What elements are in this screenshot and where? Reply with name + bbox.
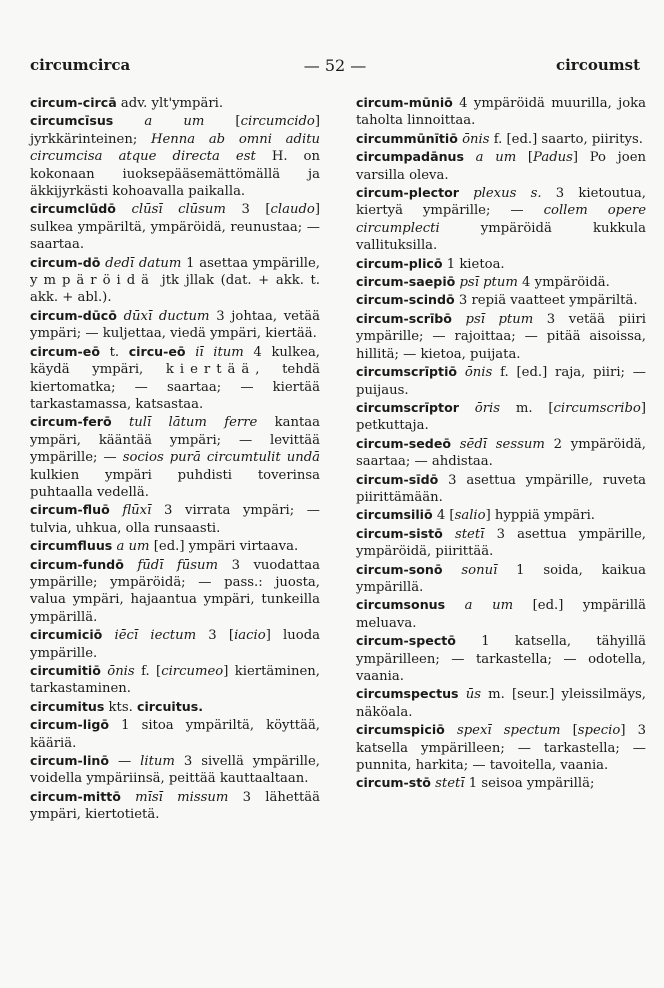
page-header <box>30 56 640 80</box>
definition-text: 3 lähettää ympäri, kiertotietä. <box>30 789 320 823</box>
headword: circumclūdō <box>30 201 116 217</box>
definition-text: ympäröidä <box>30 273 156 289</box>
grammar-form: clūsī clūsum <box>115 202 226 218</box>
grammar-form: stetī <box>430 776 465 792</box>
headword: circumscrīptiō <box>356 364 458 380</box>
headword: circumscrīptor <box>356 399 459 415</box>
definition-text: 3 [ <box>225 202 271 218</box>
grammar-form: plexus s. <box>459 186 542 202</box>
grammar-form: dedī datum <box>100 255 182 271</box>
dictionary-entry <box>30 343 320 414</box>
grammar-form: ōris <box>458 400 500 416</box>
dictionary-entry <box>30 94 320 112</box>
dictionary-entry <box>356 255 646 273</box>
headword: circum-stō <box>356 775 431 791</box>
headword: circum-dūcō <box>30 307 117 323</box>
definition-text: 3 repiä vaatteet ympäriltä. <box>454 293 638 309</box>
dictionary-entry <box>356 685 646 721</box>
dictionary-entry <box>30 254 320 307</box>
dictionary-entry <box>356 632 646 685</box>
definition-text: 3 sivellä ympärille, voidella ympäriinsä, peittää kauttaaltaan. <box>30 754 321 787</box>
definition-text: m. [seur.] yleissilmäys, näköala. <box>356 687 646 720</box>
header-right-guideword: circoumst <box>555 56 640 74</box>
headword: circumitiō <box>30 663 101 678</box>
definition-text: kts. <box>104 699 137 715</box>
headword: circum-fundō <box>30 556 124 572</box>
definition-text: ] hyppiä ympäri. <box>485 508 596 524</box>
dictionary-entry <box>356 130 646 148</box>
dictionary-entry <box>356 596 646 632</box>
definition-text: [ <box>204 114 241 130</box>
definition-text: 3 johtaa, vetää ympäri; — kuljettaa, viedä ympäri, kiertää. <box>30 308 321 342</box>
definition-text: 1 kietoa. <box>442 256 505 272</box>
headword: circumcīsus <box>30 113 114 129</box>
header-left-guideword: circumcirca <box>30 56 131 74</box>
grammar-form: fūdī fūsum <box>123 557 219 573</box>
grammar-form: specio <box>577 723 621 739</box>
definition-text: ympäröidä kukkula vallituksilla. <box>356 220 646 254</box>
grammar-form: ūs <box>458 687 481 703</box>
grammar-form: mīsī missum <box>120 789 229 805</box>
headword: circumsiliō <box>356 507 433 523</box>
headword: circum-dō <box>30 254 101 270</box>
definition-text: f. [ed.] raja, piiri; — puijaus. <box>356 365 646 398</box>
definition-text: kantaa ympäri, kääntää ympäri; — levittää ympärille; — <box>30 415 320 466</box>
definition-text: 2 ympäröidä, saartaa; — ahdistaa. <box>356 436 646 470</box>
definition-text: ] jyrkkärinteinen; <box>30 114 320 147</box>
definition-text: f. [ed.] saarto, piiritys. <box>489 131 643 147</box>
definition-text: [ <box>560 723 578 739</box>
definition-text: ] Po joen varsilla oleva. <box>356 150 646 183</box>
dictionary-entry <box>30 662 320 698</box>
grammar-form: a um <box>112 539 150 555</box>
definition-text: H. on kokonaan iuoksepääsemättömällä ja äkkijyrkästi kohoavalla paikalla. <box>30 149 320 200</box>
definition-text: t. <box>99 344 129 360</box>
headword: circum-plicō <box>356 255 443 271</box>
headword: circu-eō <box>128 343 186 359</box>
definition-text: 1 sitoa ympäriltä, köyttää, kääriä. <box>30 718 320 751</box>
definition-text: 4 ympäröidä. <box>517 275 610 291</box>
grammar-form: ōnis <box>457 131 490 147</box>
grammar-form: — litum <box>109 754 175 770</box>
headword: circum-sonō <box>356 561 443 577</box>
grammar-form: a um <box>464 150 517 166</box>
dictionary-entry <box>30 501 320 537</box>
headword: circum-fluō <box>30 502 110 518</box>
definition-text: 4 ympäröidä muurilla, joka taholta linnoittaa. <box>356 96 646 129</box>
dictionary-entry <box>30 307 320 343</box>
grammar-form: a um <box>113 114 205 130</box>
dictionary-entry <box>30 413 320 501</box>
dictionary-entry <box>30 200 320 253</box>
grammar-form: psī ptum <box>455 275 518 291</box>
dictionary-entry <box>356 148 646 184</box>
dictionary-entry <box>30 788 320 824</box>
definition-text: adv. ylt'ympäri. <box>116 96 224 111</box>
right-column <box>356 94 646 793</box>
grammar-form: collem opere circumplecti <box>356 203 647 236</box>
grammar-form: salio <box>454 508 486 524</box>
dictionary-entry <box>356 273 646 291</box>
definition-text: 1 asettaa ympärille, <box>181 255 320 271</box>
grammar-form: dūxī ductum <box>116 308 210 324</box>
dictionary-entry <box>356 561 646 597</box>
headword: circum-eō <box>30 343 100 359</box>
grammar-form: psī ptum <box>451 311 534 327</box>
definition-text: ] 3 katsella ympärilleen; — tarkastella; — punnita, harkita; — tavoitella, vaania. <box>356 723 647 774</box>
grammar-form: sonuī <box>442 562 498 578</box>
headword: circummūnītiō <box>356 130 458 146</box>
grammar-form: iī itum <box>185 344 244 360</box>
headword: circumfluus <box>30 538 113 554</box>
dictionary-entry <box>356 363 646 399</box>
headword: circum-scindō <box>356 292 455 308</box>
definition-text: m. [ <box>500 400 554 416</box>
definition-text: f. [ <box>134 664 162 679</box>
grammar-form: circumeo <box>161 664 224 679</box>
grammar-form: a um <box>445 598 514 614</box>
definition-text: 1 soida, kaikua ympärillä. <box>356 562 646 595</box>
dictionary-entry <box>356 471 646 507</box>
dictionary-entry <box>356 94 646 130</box>
grammar-form: spexī spectum <box>444 723 561 739</box>
grammar-form: sēdī sessum <box>451 436 545 452</box>
headword: circumiciō <box>30 627 103 643</box>
headword: circumspectus <box>356 686 459 702</box>
dictionary-entry <box>356 774 646 792</box>
headword: circumsonus <box>356 597 446 613</box>
dictionary-entry <box>356 310 646 363</box>
definition-text: 3 asettua ympärille, ympäröidä, piirittää. <box>356 526 646 560</box>
definition-text: [ed.] ympärillä meluava. <box>356 598 646 631</box>
definition-text: , tehdä kiertomatka; — saartaa; — kiertää tarkastamassa, katsastaa. <box>30 362 320 412</box>
dictionary-entry <box>30 626 320 662</box>
grammar-form: Henna ab omni aditu circumcisa atque directa est <box>30 131 320 165</box>
headword: circum-mittō <box>30 788 121 804</box>
headword: circum-plector <box>356 185 459 201</box>
definition-text: kulkien ympäri puhdisti toverinsa puhtaalla vedellä. <box>30 467 320 500</box>
grammar-form: tulī lātum ferre <box>111 415 258 431</box>
dictionary-entry <box>356 435 646 471</box>
dictionary-entry <box>30 537 320 555</box>
dictionary-entry <box>30 752 320 788</box>
grammar-form: Padus <box>533 150 573 166</box>
definition-text: [ed.] ympäri virtaava. <box>149 539 299 555</box>
dictionary-entry <box>356 291 646 309</box>
definition-text: 3 [ <box>196 628 235 644</box>
headword: circum-ferō <box>30 414 112 430</box>
dictionary-entry <box>30 716 320 752</box>
headword: circum-linō <box>30 753 110 769</box>
definition-text: jtk jllak (dat. + akk. t. akk. + abl.). <box>30 273 320 306</box>
headword: circuitus. <box>137 698 204 714</box>
definition-text: 4 [ <box>432 508 455 524</box>
headword: circumpadānus <box>356 149 465 165</box>
grammar-form: ōnis <box>100 664 135 679</box>
dictionary-entry <box>356 184 646 255</box>
headword: circum-sistō <box>356 525 443 541</box>
definition-text: ] kiertäminen, tarkastaminen. <box>30 664 320 697</box>
definition-text: ] sulkea ympäriltä, ympäröidä, reunustaa; — saartaa. <box>30 202 320 253</box>
headword: circum-saepiō <box>356 274 456 290</box>
definition-text: 1 seisoa ympärillä; <box>464 776 595 792</box>
definition-text: ] luoda ympärille. <box>30 628 321 661</box>
grammar-form: circumscribo <box>553 400 641 416</box>
grammar-form: stetī <box>442 526 485 542</box>
page-number: — 52 — <box>303 56 367 75</box>
definition-text: 1 katsella, tähyillä ympärilleen; — tarkastella; — odotella, vaania. <box>356 634 646 684</box>
definition-text: 3 vetää piiri ympärille; — rajoittaa; — pitää aisoissa, hillitä; — kietoa, puijata. <box>356 311 646 362</box>
grammar-form: circumcido <box>240 114 315 130</box>
definition-text: 3 asettua ympärille, ruveta piirittämään. <box>356 472 646 505</box>
definition-text: 3 kietoutua, kiertyä ympärille; — <box>356 186 646 219</box>
definition-text: 3 vuodattaa ympärille; ympäröidä; — pass.: juosta, valua ympäri, hajaantua ympäri, tunkeilla ympärillä. <box>30 557 320 625</box>
headword: circum-sedeō <box>356 435 452 451</box>
dictionary-entry <box>356 399 646 435</box>
headword: circumitus <box>30 698 105 714</box>
headword: circum-scrībō <box>356 310 452 326</box>
headword: circum-ligō <box>30 717 110 733</box>
definition-text: 4 kulkea, käydä ympäri, <box>30 344 320 378</box>
left-column <box>30 94 320 824</box>
grammar-form: socios purā circumtulit undā <box>122 450 320 466</box>
grammar-form: iacio <box>234 628 266 644</box>
headword: circum-mūniō <box>356 95 453 110</box>
headword: circumspiciō <box>356 722 445 738</box>
headword: circum-sīdō <box>356 471 439 487</box>
grammar-form: claudo <box>270 202 315 218</box>
definition-text: [ <box>516 150 534 166</box>
dictionary-entry <box>356 721 646 774</box>
grammar-form: ōnis <box>457 365 493 381</box>
dictionary-entry <box>30 112 320 200</box>
definition-text: kiertää <box>165 362 256 378</box>
headword: circum-spectō <box>356 633 456 649</box>
dictionary-entry <box>30 698 320 716</box>
grammar-form: iēcī iectum <box>102 628 197 644</box>
grammar-form: flūxī <box>109 503 152 519</box>
dictionary-entry <box>356 525 646 561</box>
definition-text: 3 virrata ympäri; — tulvia, uhkua, olla runsaasti. <box>30 503 320 536</box>
dictionary-entry <box>30 556 320 627</box>
headword: circum-circā <box>30 95 117 110</box>
definition-text: ] petkuttaja. <box>356 400 647 434</box>
dictionary-entry <box>356 506 646 524</box>
